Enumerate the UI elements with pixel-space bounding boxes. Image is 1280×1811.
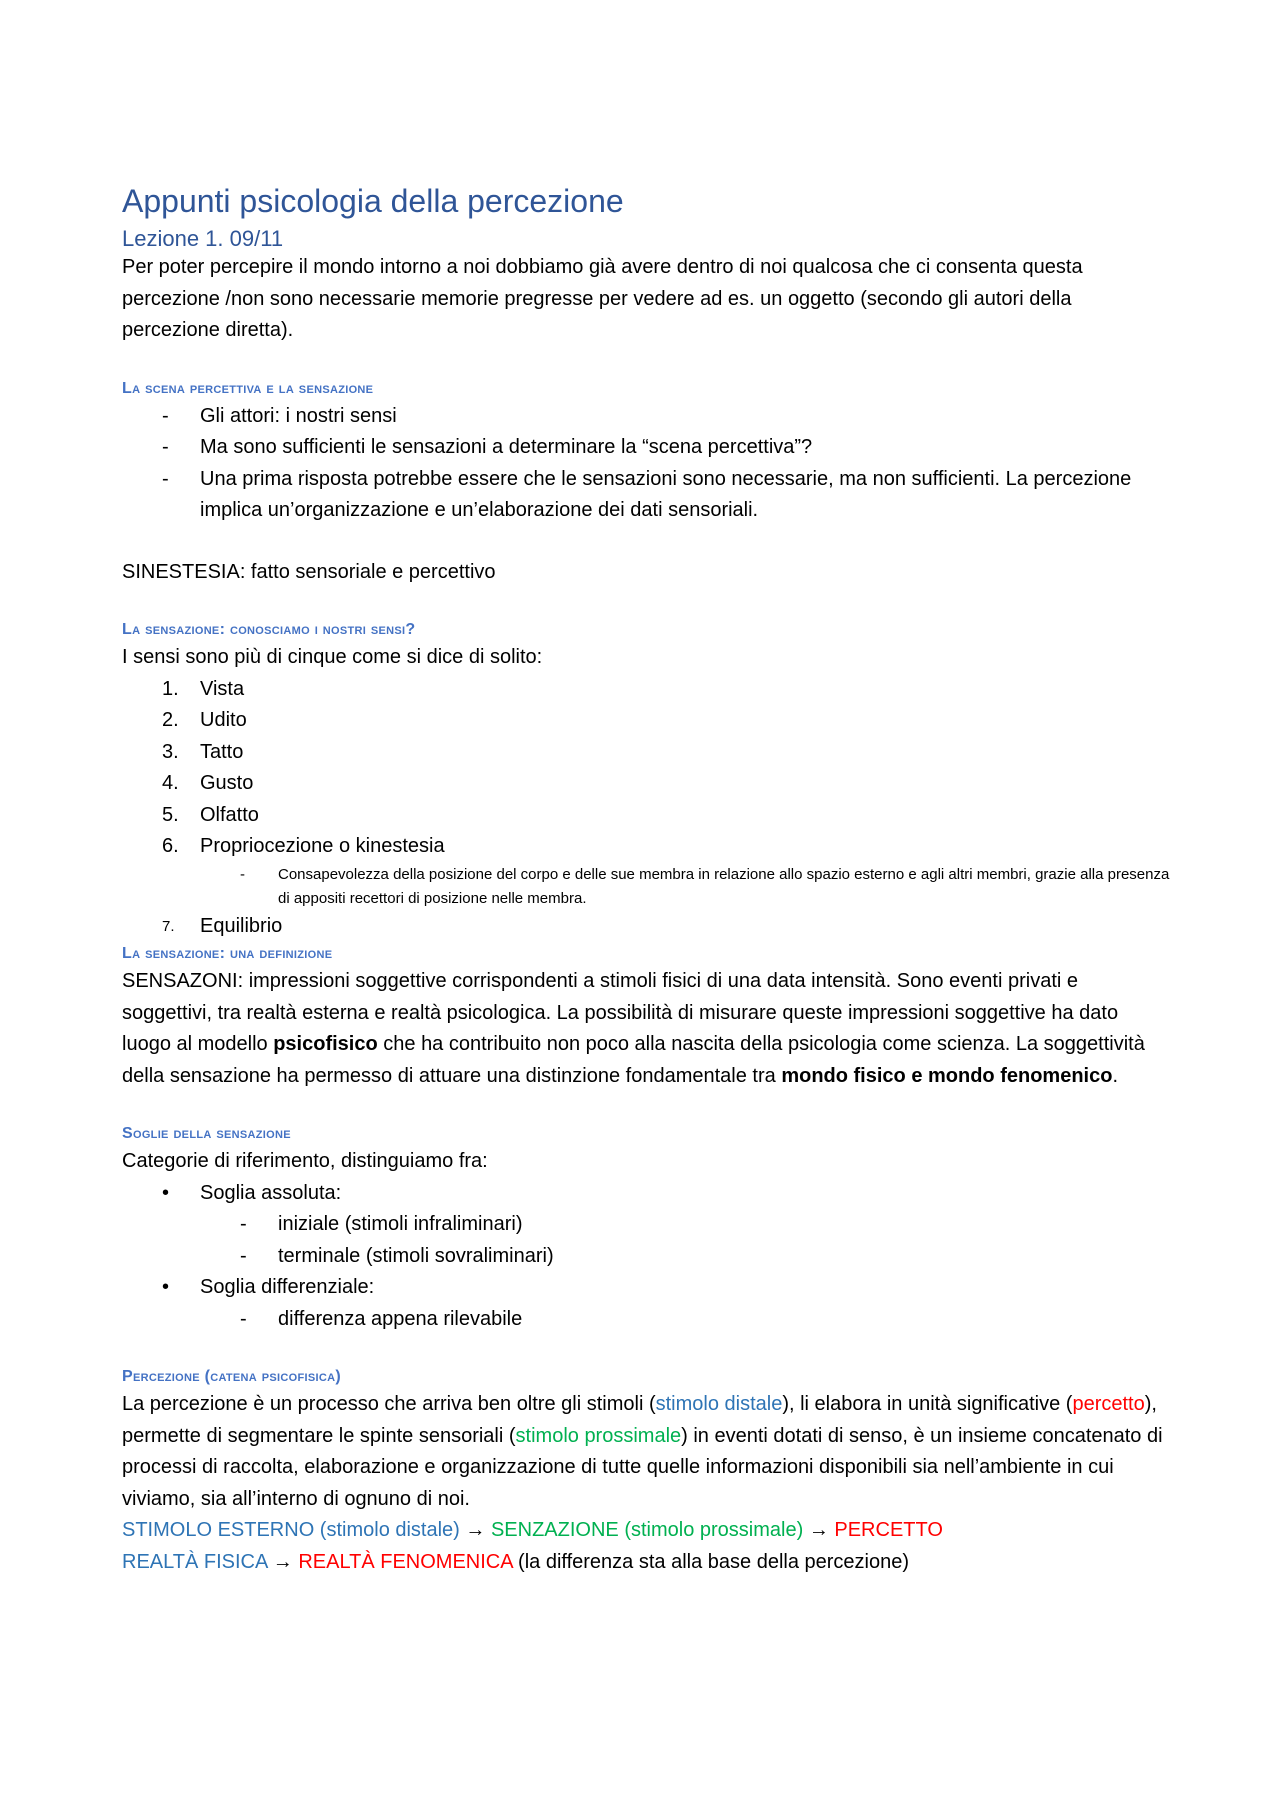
list-item: • Soglia differenziale:	[162, 1276, 375, 1298]
scena-list	[122, 401, 1172, 527]
page-title: Appunti psicologia della percezione	[122, 183, 624, 219]
section-heading-sensi: La sensazione: conosciamo i nostri sensi?	[122, 621, 416, 638]
sinestesia-line: SINESTESIA: fatto sensoriale e percettivo	[122, 560, 496, 583]
section-heading-percezione: Percezione (catena psicofisica)	[122, 1368, 341, 1385]
list-item: - Ma sono sufficienti le sensazioni a determinare la “scena percettiva”?	[162, 436, 813, 458]
chain-line-1: STIMOLO ESTERNO (stimolo distale) → SENZAZIONE (stimolo prossimale) → PERCETTO	[122, 1519, 943, 1541]
sensi-lead: I sensi sono più di cinque come si dice di solito:	[122, 646, 543, 668]
definition-paragraph: SENSAZONI: impressioni soggettive corrispondenti a stimoli fisici di una data intensità. Sono eventi privati e soggettivi, tra realtà esterna e realtà psicologica. La possibilità di misurare queste impressioni soggettive ha dato luogo al modello psicofisico che ha contribuito non poco alla nascita della psicologia come scienza. La soggettività della sensazione ha permesso di attuare una distinzione fondamentale tra mondo fisico e mondo fenomenico.	[122, 970, 1145, 1087]
sub-list-item: - Consapevolezza della posizione del corpo e delle sue membra in relazione allo spazio esterno e agli altri membri, grazie alla presenza di appositi recettori di posizione nelle membra.	[240, 865, 1170, 907]
list-item: 4. Gusto	[162, 772, 254, 794]
list-item: • Soglia assoluta:	[162, 1181, 342, 1204]
sub-list-item: - iniziale (stimoli infraliminari)	[240, 1213, 523, 1235]
list-item: - Una prima risposta potrebbe essere che le sensazioni sono necessarie, ma non sufficienti. La percezione implica un’organizzazione e un’elaborazione dei dati sensoriali.	[162, 467, 1132, 521]
senses-list	[122, 674, 1172, 943]
section-heading-soglie: Soglie della sensazione	[122, 1125, 291, 1142]
arrow-right-icon: →	[272, 1550, 293, 1573]
percezione-paragraph: La percezione è un processo che arriva ben oltre gli stimoli (stimolo distale), li elabora in unità significative (percetto), permette di segmentare le spinte sensoriali (stimolo prossimale) in eventi dotati di senso, è un insieme concatenato di processi di raccolta, elaborazione e organizzazione di tutte quelle informazioni disponibili sia nell’ambiente in cui viviamo, sia all’interno di ognuno di noi.	[122, 1393, 1163, 1510]
arrow-right-icon: →	[808, 1519, 829, 1541]
chain-line-2: REALTÀ FISICA → REALTÀ FENOMENICA (la differenza sta alla base della percezione)	[122, 1550, 910, 1573]
soglie-lead: Categorie di riferimento, distinguiamo fra:	[122, 1150, 488, 1172]
list-item: 5. Olfatto	[162, 803, 259, 826]
list-item: 1. Vista	[162, 677, 245, 700]
list-item: 6. Propriocezione o kinestesia	[162, 835, 445, 857]
arrow-right-icon: →	[465, 1519, 486, 1541]
document-page	[122, 180, 1172, 1578]
section-heading-scena: La scena percettiva e la sensazione	[122, 379, 374, 397]
intro-paragraph: Per poter percepire il mondo intorno a noi dobbiamo già avere dentro di noi qualcosa che ci consenta questa percezione /non sono necessarie memorie pregresse per vedere ad es. un oggetto (secondo gli autori della percezione diretta).	[122, 256, 1083, 341]
sub-list-item: - terminale (stimoli sovraliminari)	[240, 1244, 554, 1267]
sub-list-item: - differenza appena rilevabile	[240, 1307, 523, 1330]
section-heading-definizione: La sensazione: una definizione	[122, 945, 333, 962]
lesson-subtitle: Lezione 1. 09/11	[122, 226, 284, 251]
list-item: 7. Equilibrio	[162, 914, 283, 937]
soglie-list	[122, 1178, 1172, 1336]
list-item: 3. Tatto	[162, 740, 244, 763]
list-item: 2. Udito	[162, 709, 247, 731]
list-item: - Gli attori: i nostri sensi	[162, 404, 397, 427]
